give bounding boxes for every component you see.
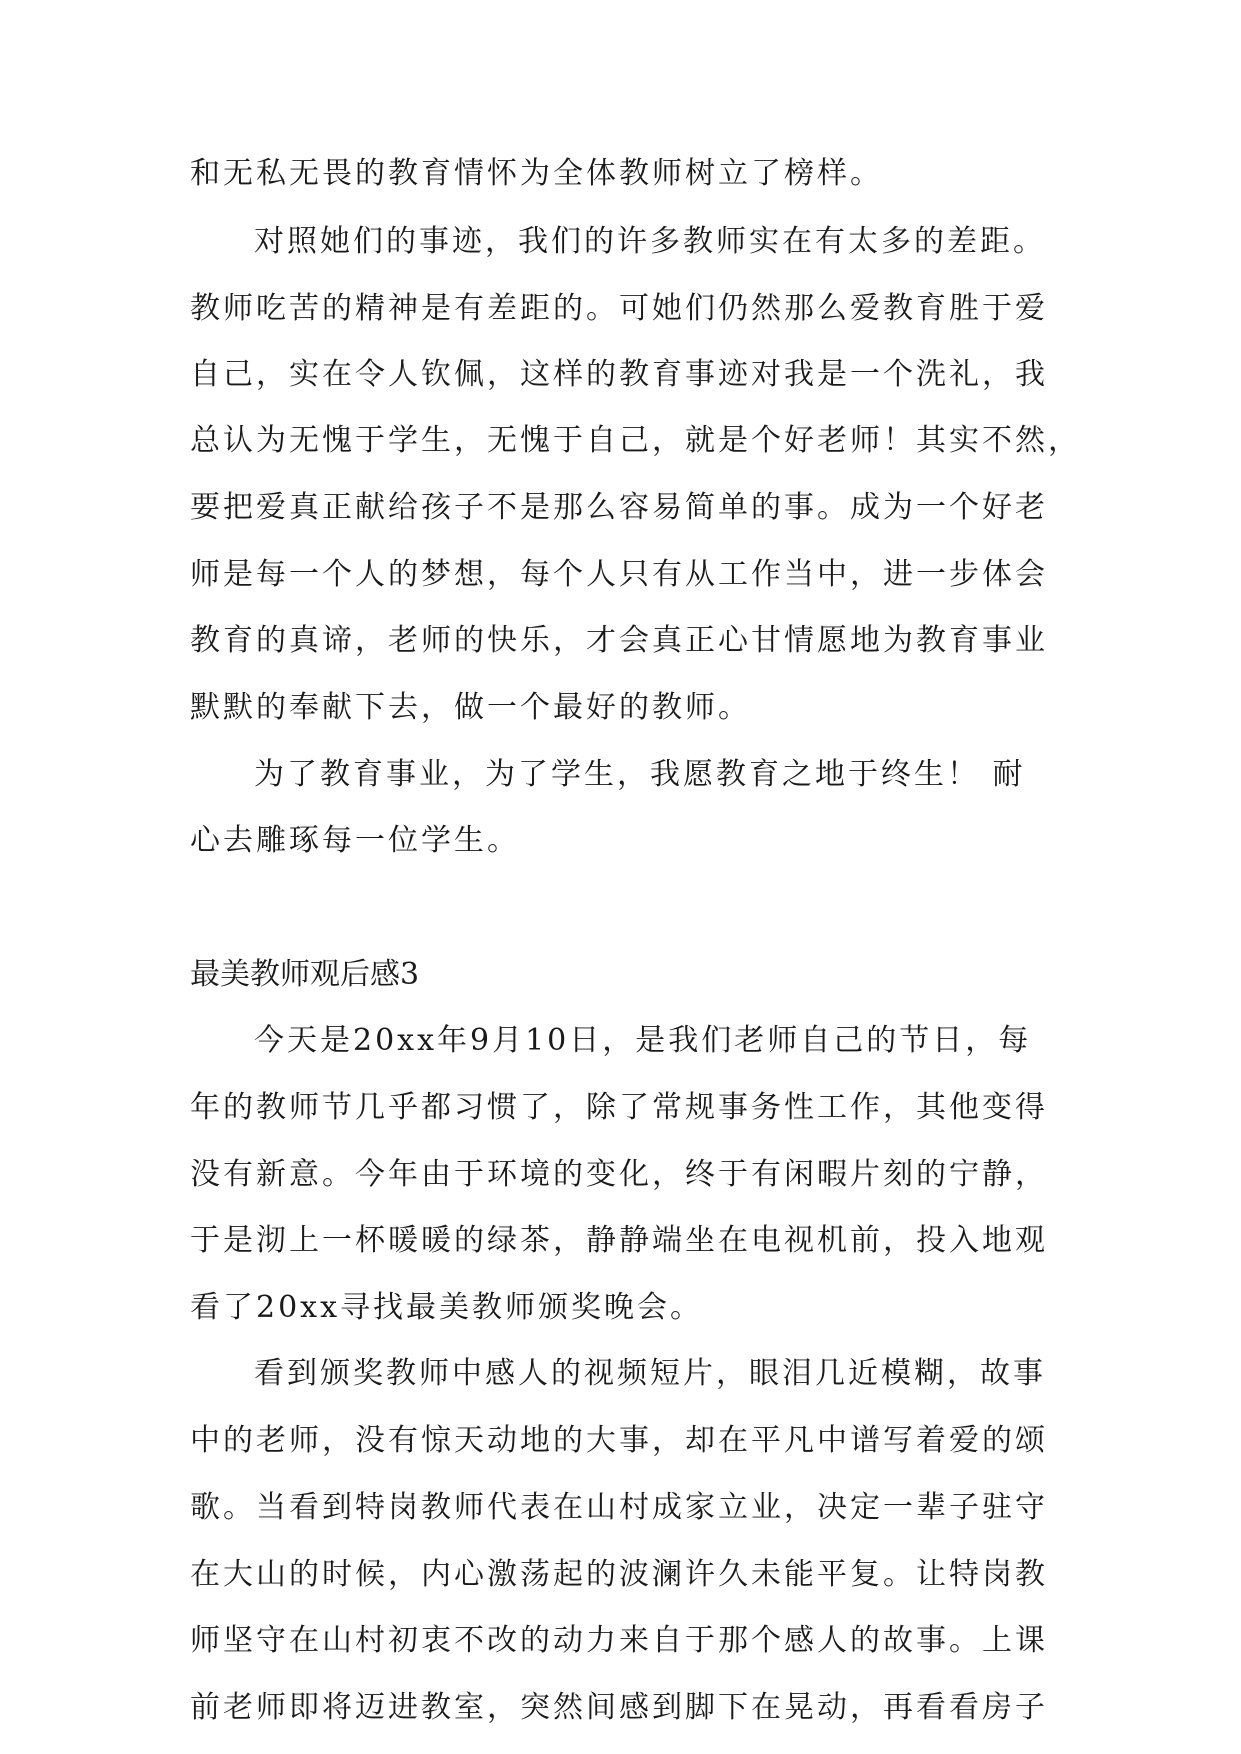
body-line: 师是每一个人的梦想，每个人只有从工作当中，进一步体会 xyxy=(190,557,1048,592)
body-line: 中的老师，没有惊天动地的大事，却在平凡中谱写着爱的颂 xyxy=(190,1423,1048,1458)
paragraph-first-line: 对照她们的事迹，我们的许多教师实在有太多的差距。 xyxy=(254,224,1046,259)
body-line: 看了20xx寻找最美教师颁奖晚会。 xyxy=(190,1290,704,1325)
body-line: 总认为无愧于学生，无愧于自己，就是个好老师！其实不然， xyxy=(190,423,1081,458)
body-line: 师坚守在山村初衷不改的动力来自于那个感人的故事。上课 xyxy=(190,1623,1048,1658)
body-line: 在大山的时候，内心激荡起的波澜许久未能平复。让特岗教 xyxy=(190,1557,1048,1592)
paragraph-first-line: 看到颁奖教师中感人的视频短片，眼泪几近模糊，故事 xyxy=(254,1356,1046,1391)
body-line: 默默的奉献下去，做一个最好的教师。 xyxy=(190,690,751,725)
body-line: 心去雕琢每一位学生。 xyxy=(190,823,520,858)
section-heading: 最美教师观后感3 xyxy=(190,957,420,992)
body-line: 没有新意。今年由于环境的变化，终于有闲暇片刻的宁静， xyxy=(190,1157,1048,1192)
body-line: 歌。当看到特岗教师代表在山村成家立业，决定一辈子驻守 xyxy=(190,1490,1048,1525)
body-line: 前老师即将迈进教室，突然间感到脚下在晃动，再看看房子 xyxy=(190,1690,1048,1725)
body-line: 教育的真谛，老师的快乐，才会真正心甘情愿地为教育事业 xyxy=(190,623,1048,658)
body-line: 要把爱真正献给孩子不是那么容易简单的事。成为一个好老 xyxy=(190,490,1048,525)
paragraph-first-line: 为了教育事业，为了学生，我愿教育之地于终生！ 耐 xyxy=(254,757,1026,792)
paragraph-first-line: 今天是20xx年9月10日，是我们老师自己的节日，每 xyxy=(254,1023,1032,1058)
body-line: 教师吃苦的精神是有差距的。可她们仍然那么爱教育胜于爱 xyxy=(190,291,1048,326)
body-line: 和无私无畏的教育情怀为全体教师树立了榜样。 xyxy=(190,156,883,191)
body-line: 自己，实在令人钦佩，这样的教育事迹对我是一个洗礼，我 xyxy=(190,357,1048,392)
body-line: 于是沏上一杯暖暖的绿茶，静静端坐在电视机前，投入地观 xyxy=(190,1223,1048,1258)
body-line: 年的教师节几乎都习惯了，除了常规事务性工作，其他变得 xyxy=(190,1090,1048,1125)
